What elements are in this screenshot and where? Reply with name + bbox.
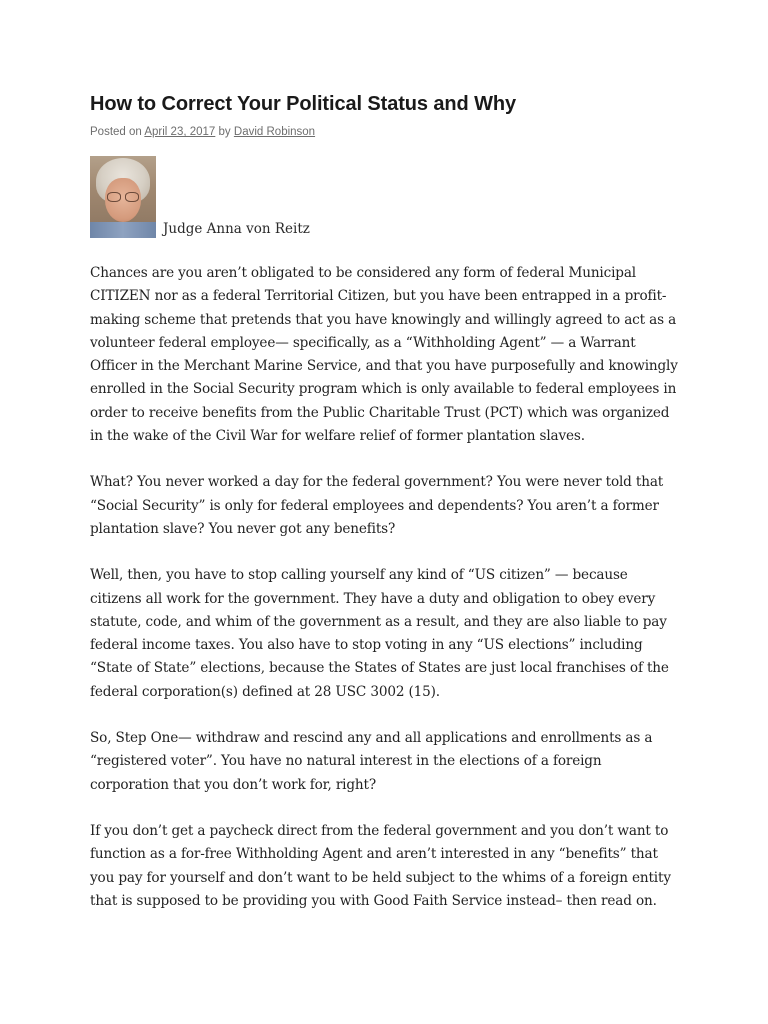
- body-paragraph: If you don’t get a paycheck direct from the federal government and you don’t want to function as a for-free Withholding Agent and aren’t interested in any “benefits” that you pay for yourself and don’t want to be held subject to the whims of a foreign entity that is supposed to be providing you with Good Faith Service instead– then read on.: [90, 822, 671, 909]
- article: [90, 88, 682, 936]
- body-paragraph: What? You never worked a day for the federal government? You were never told that “Social Security” is only for federal employees and dependents? You aren’t a former plantation slave? You never got any benefits?: [90, 474, 664, 537]
- by-label: by: [218, 126, 231, 138]
- body-paragraph: Chances are you aren’t obligated to be considered any form of federal Municipal CITIZEN nor as a federal Territorial Citizen, but you have been entrapped in a profit-making scheme that pretends that you have knowingly and willingly agreed to act as a volunteer federal employee— specifically, as a “Withholding Agent” — a Warrant Officer in the Merchant Marine Service, and that you have purposefully and knowingly enrolled in the Social Security program which is only available to federal employees in order to receive benefits from the Public Charitable Trust (PCT) which was organized in the wake of the Civil War for welfare relief of former plantation slaves.: [90, 265, 678, 445]
- post-date-link[interactable]: April 23, 2017: [144, 126, 216, 138]
- body-paragraph: So, Step One— withdraw and rescind any and all applications and enrollments as a “registered voter”. You have no natural interest in the elections of a foreign corporation that you don’t work for, right?: [90, 730, 653, 793]
- post-meta: [90, 124, 682, 140]
- photo-caption: Judge Anna von Reitz: [163, 221, 310, 237]
- post-title: How to Correct Your Political Status and Why: [90, 93, 517, 115]
- posted-on-label: Posted on: [90, 126, 142, 138]
- post-body: [90, 262, 682, 913]
- author-link[interactable]: David Robinson: [233, 126, 316, 138]
- body-paragraph: Well, then, you have to stop calling yourself any kind of “US citizen” — because citizens all work for the government. They have a duty and obligation to obey every statute, code, and whim of the government as a result, and they are also liable to pay federal income taxes. You also have to stop voting in any “US elections” including “State of State” elections, because the States of States are just local franchises of the federal corporation(s) defined at 28 USC 3002 (15).: [90, 567, 669, 700]
- author-photo-block: [90, 154, 682, 238]
- author-photo: [90, 156, 156, 238]
